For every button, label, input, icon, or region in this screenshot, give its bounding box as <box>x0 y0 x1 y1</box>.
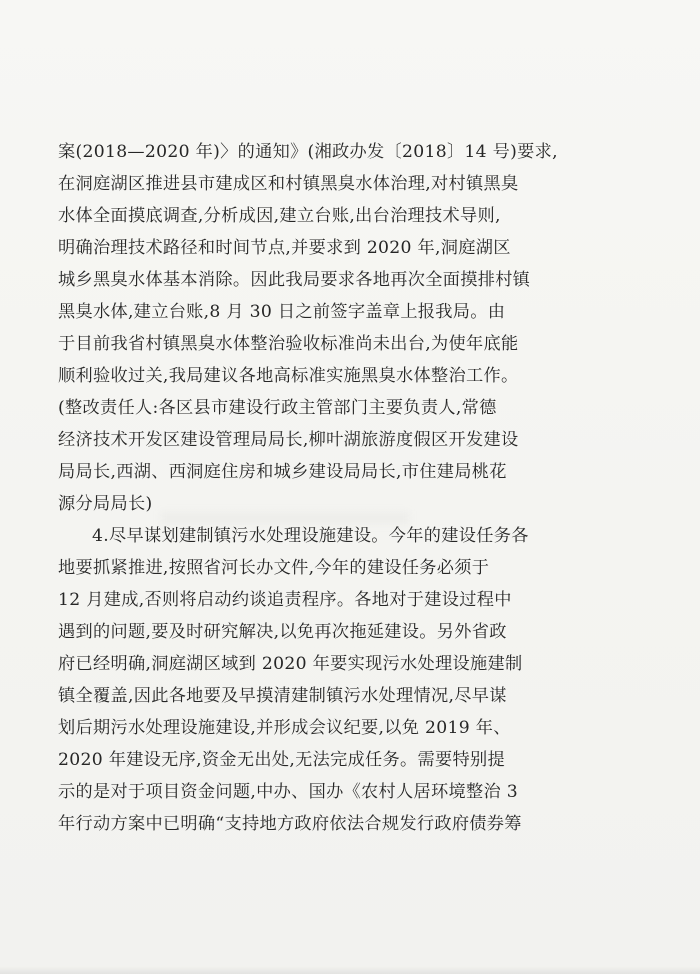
document-body <box>58 136 658 840</box>
paragraph-line: 镇全覆盖,因此各地要及早摸清建制镇污水处理情况,尽早谋 <box>58 686 507 706</box>
paragraph-line: 案(2018—2020 年)〉的通知》(湘政办发〔2018〕14 号)要求, <box>58 142 558 162</box>
paragraph-line: 黑臭水体,建立台账,8 月 30 日之前签字盖章上报我局。由 <box>58 302 506 322</box>
paragraph-line: 府已经明确,洞庭湖区域到 2020 年要实现污水处理设施建制 <box>58 654 523 674</box>
paragraph-line: 经济技术开发区建设管理局局长,柳叶湖旅游度假区开发建设 <box>58 430 519 450</box>
paragraph-line: 顺利验收过关,我局建议各地高标准实施黑臭水体整治工作。 <box>58 366 519 386</box>
paragraph-line: 地要抓紧推进,按照省河长办文件,今年的建设任务必须于 <box>58 558 490 578</box>
paragraph-line: 遇到的问题,要及时研究解决,以免再次拖延建设。另外省政 <box>58 622 507 642</box>
paragraph-line: (整改责任人:各区县市建设行政主管部门主要负责人,常德 <box>58 398 497 418</box>
paragraph-line: 2020 年建设无序,资金无出处,无法完成任务。需要特别提 <box>58 750 505 770</box>
paragraph-line: 城乡黑臭水体基本消除。因此我局要求各地再次全面摸排村镇 <box>58 270 531 290</box>
paragraph-line: 12 月建成,否则将启动约谈追责程序。各地对于建设过程中 <box>58 590 512 610</box>
paragraph-line: 水体全面摸底调查,分析成因,建立台账,出台治理技术导则, <box>58 206 501 226</box>
paragraph-line: 示的是对于项目资金问题,中办、国办《农村人居环境整治 3 <box>58 782 518 802</box>
paragraph-line: 划后期污水处理设施建设,并形成会议纪要,以免 2019 年、 <box>58 718 511 738</box>
paragraph-line: 于目前我省村镇黑臭水体整治验收标准尚未出台,为使年底能 <box>58 334 519 354</box>
paragraph-line: 源分局局长) <box>58 494 153 514</box>
section-heading-line: 4.尽早谋划建制镇污水处理设施建设。今年的建设任务各 <box>92 526 529 546</box>
paragraph-line: 在洞庭湖区推进县市建成区和村镇黑臭水体治理,对村镇黑臭 <box>58 174 519 194</box>
paragraph-line: 局局长,西湖、西洞庭住房和城乡建设局局长,市住建局桃花 <box>58 462 507 482</box>
paragraph-line: 年行动方案中已明确“支持地方政府依法合规发行政府债券筹 <box>58 814 522 834</box>
scan-bottom-edge <box>0 966 700 974</box>
paragraph-line: 明确治理技术路径和时间节点,并要求到 2020 年,洞庭湖区 <box>58 238 511 258</box>
